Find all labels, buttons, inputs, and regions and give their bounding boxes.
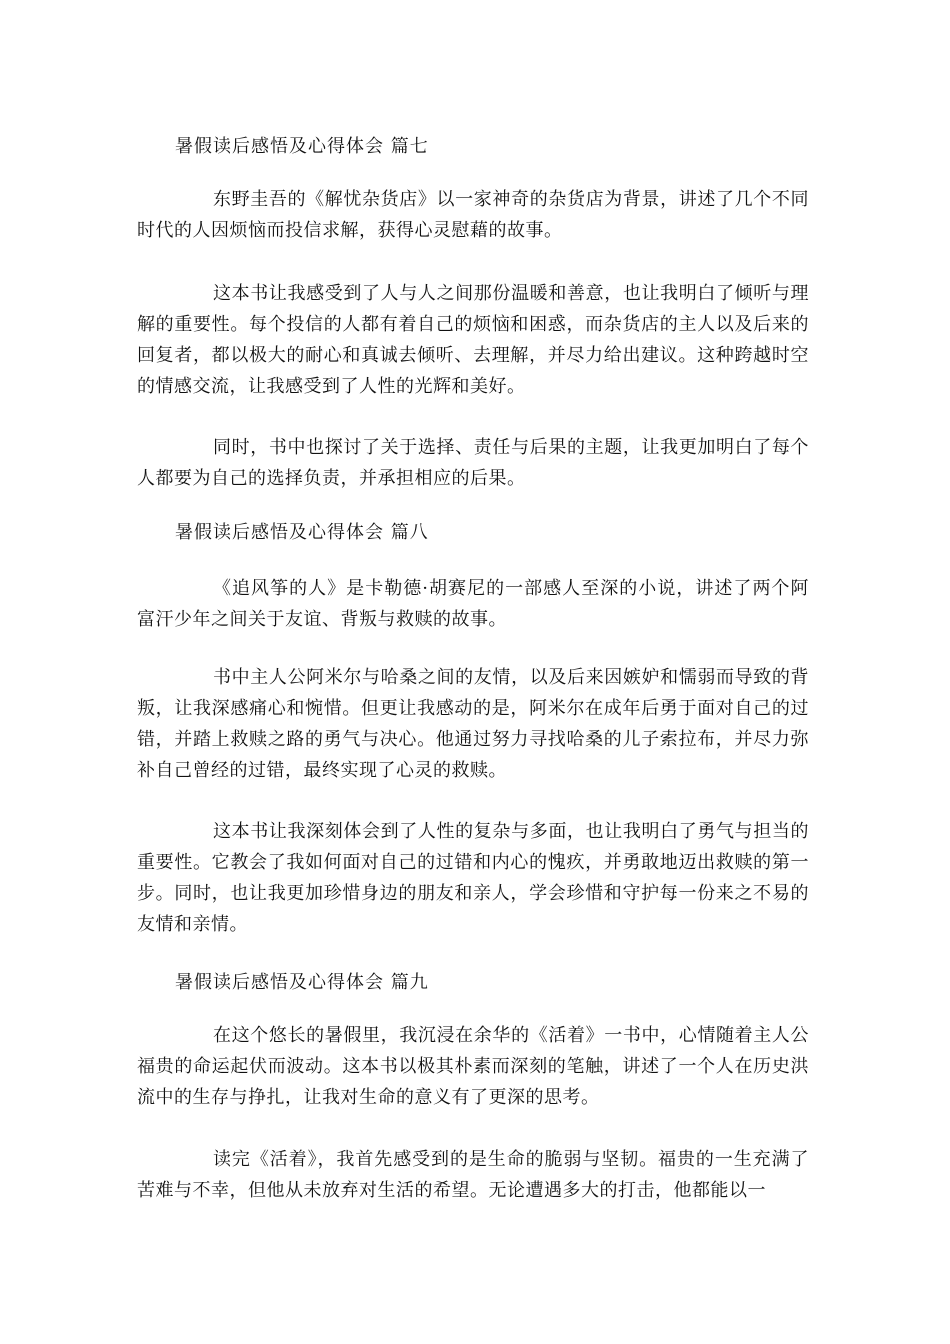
section-heading-7: 暑假读后感悟及心得体会 篇七 (175, 136, 429, 157)
section-heading-9: 暑假读后感悟及心得体会 篇九 (175, 972, 429, 993)
paragraph: 同时，书中也探讨了关于选择、责任与后果的主题，让我更加明白了每个人都要为自己的选择负责，并承担相应的后果。 (137, 437, 809, 489)
paragraph: 这本书让我感受到了人与人之间那份温暖和善意，也让我明白了倾听与理解的重要性。每个投信的人都有着自己的烦恼和困惑，而杂货店的主人以及后来的回复者，都以极大的耐心和真诚去倾听、去理解，并尽力给出建议。这种跨越时空的情感交流，让我感受到了人性的光辉和美好。 (137, 283, 809, 397)
paragraph: 书中主人公阿米尔与哈桑之间的友情，以及后来因嫉妒和懦弱而导致的背叛，让我深感痛心和惋惜。但更让我感动的是，阿米尔在成年后勇于面对自己的过错，并踏上救赎之路的勇气与决心。他通过努力寻找哈桑的儿子索拉布，并尽力弥补自己曾经的过错，最终实现了心灵的救赎。 (137, 667, 809, 781)
paragraph: 这本书让我深刻体会到了人性的复杂与多面，也让我明白了勇气与担当的重要性。它教会了我如何面对自己的过错和内心的愧疚，并勇敢地迈出救赎的第一步。同时，也让我更加珍惜身边的朋友和亲人，学会珍惜和守护每一份来之不易的友情和亲情。 (137, 821, 809, 935)
paragraph: 读完《活着》，我首先感受到的是生命的脆弱与坚韧。福贵的一生充满了苦难与不幸，但他从未放弃对生活的希望。无论遭遇多大的打击，他都能以一 (137, 1149, 809, 1201)
paragraph: 东野圭吾的《解忧杂货店》以一家神奇的杂货店为背景，讲述了几个不同时代的人因烦恼而投信求解，获得心灵慰藉的故事。 (137, 189, 809, 241)
section-heading-8: 暑假读后感悟及心得体会 篇八 (175, 522, 429, 543)
paragraph: 在这个悠长的暑假里，我沉浸在余华的《活着》一书中，心情随着主人公福贵的命运起伏而波动。这本书以极其朴素而深刻的笔触，讲述了一个人在历史洪流中的生存与挣扎，让我对生命的意义有了更深的思考。 (137, 1025, 809, 1108)
paragraph: 《追风筝的人》是卡勒德·胡赛尼的一部感人至深的小说，讲述了两个阿富汗少年之间关于友谊、背叛与救赎的故事。 (137, 578, 809, 630)
